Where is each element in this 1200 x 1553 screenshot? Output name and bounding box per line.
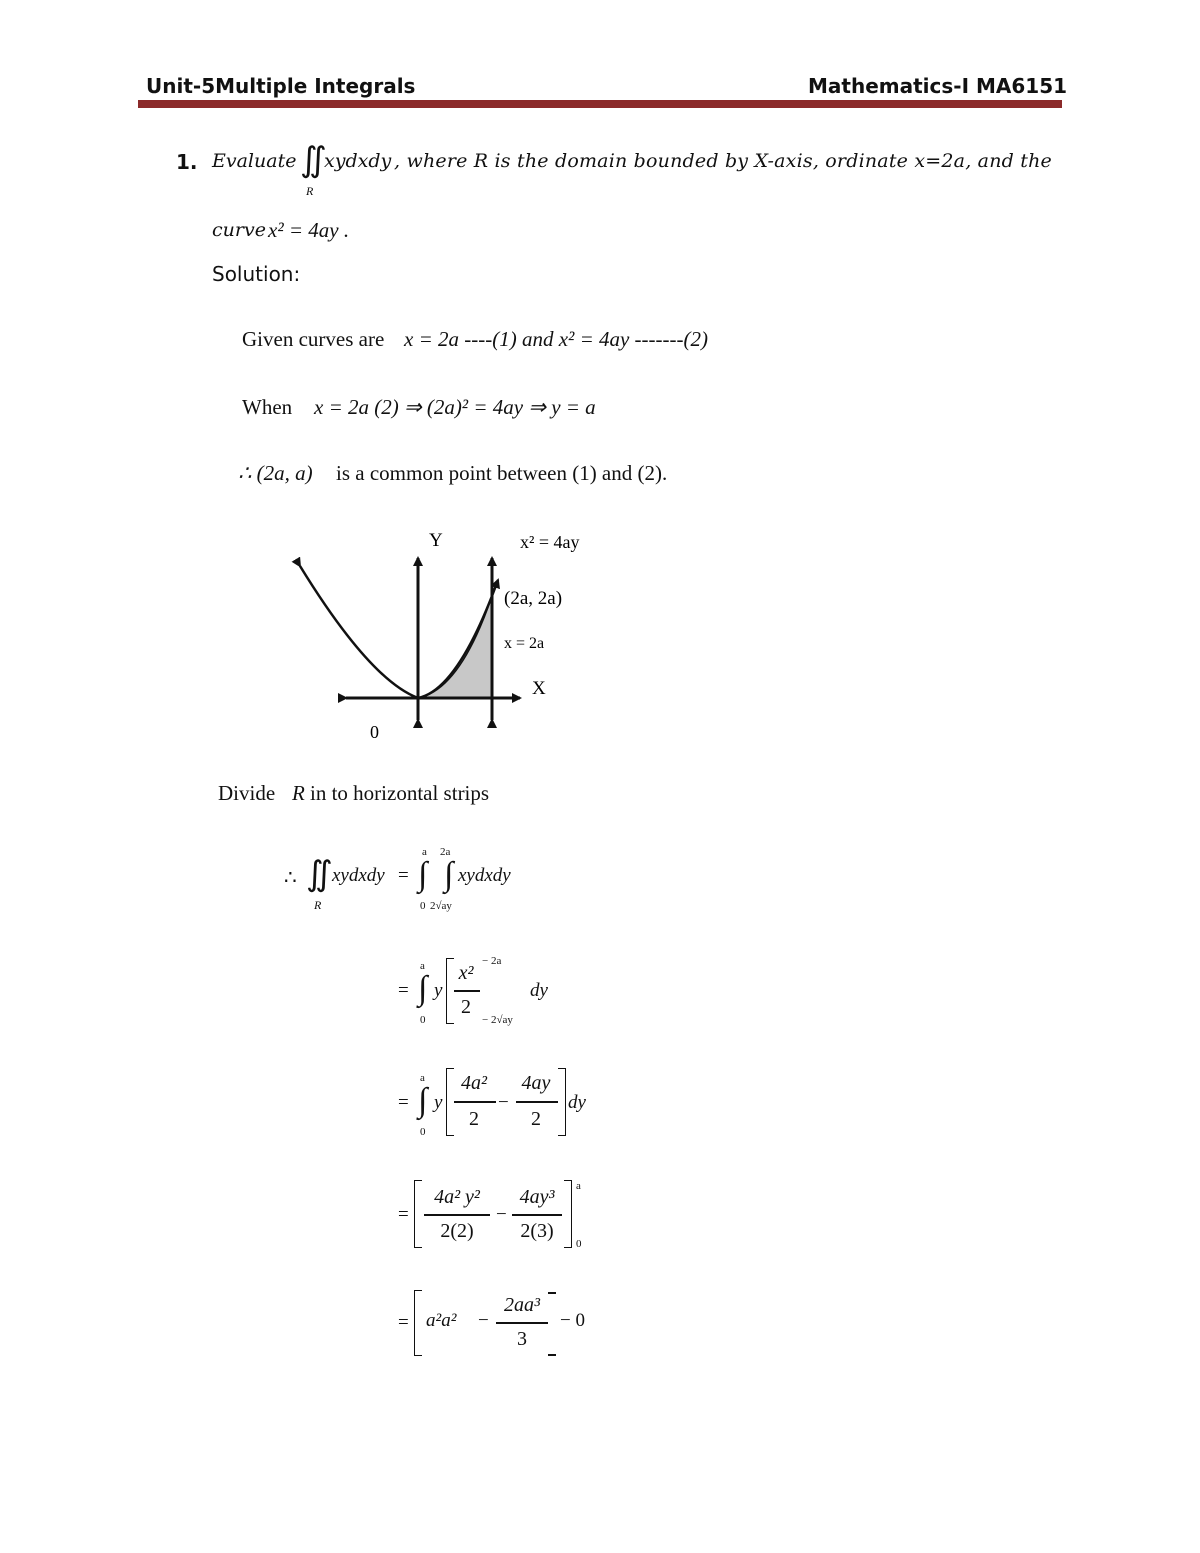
solution-title: Solution: xyxy=(212,262,301,286)
double-integral-sign: ∬ xyxy=(300,142,327,179)
solution-line1-label: Given curves are xyxy=(242,327,385,351)
step5-bracket-bottom-right xyxy=(548,1354,556,1356)
step4-upper: a xyxy=(576,1180,581,1192)
label-origin: 0 xyxy=(370,722,379,742)
step1-outer-integral: ∫ xyxy=(418,856,428,893)
step2-y: y xyxy=(434,980,443,1001)
header-course-code: Mathematics-I MA6151 xyxy=(808,74,1068,98)
problem-curve-eq: x² = 4ay . xyxy=(268,218,350,242)
step5-minus: − xyxy=(478,1310,489,1331)
header-rule xyxy=(138,100,1062,108)
step1-region-sub: R xyxy=(314,898,322,912)
problem-integrand: xydxdy xyxy=(324,150,392,172)
step5-tail: − 0 xyxy=(560,1310,585,1331)
step4-bracket-left xyxy=(414,1180,422,1248)
label-y: Y xyxy=(429,530,443,551)
label-point: (2a, 2a) xyxy=(504,588,563,609)
step3-bar1 xyxy=(454,1101,496,1103)
step1-therefore: ∴ xyxy=(284,867,297,889)
step2-eval-lower: − 2√ay xyxy=(482,1014,513,1026)
step2-num: x² xyxy=(458,962,474,984)
step4-lower: 0 xyxy=(576,1238,582,1250)
step2-integral: ∫ xyxy=(418,970,428,1007)
step3-dy: dy xyxy=(568,1092,586,1113)
header-unit-title: Unit-5Multiple Integrals xyxy=(146,74,416,98)
step2-dy: dy xyxy=(530,980,548,1001)
step4-d1: 2(2) xyxy=(440,1220,474,1242)
problem-statement: , where R is the domain bounded by X-axis, ordinate x=2a, and the xyxy=(394,150,1052,172)
step3-lower: 0 xyxy=(420,1126,426,1138)
step3-integral: ∫ xyxy=(418,1082,428,1119)
step2-den: 2 xyxy=(461,996,471,1018)
step5-d: 3 xyxy=(517,1328,527,1350)
step5-eq: = xyxy=(398,1312,409,1333)
step3-d1: 2 xyxy=(469,1108,479,1130)
step3-d2: 2 xyxy=(531,1108,541,1130)
step1-eq: = xyxy=(398,865,409,886)
step1-outer-lower: 0 xyxy=(420,900,426,912)
shaded-region xyxy=(418,596,492,698)
strips-region: R xyxy=(292,781,305,805)
step3-bar2 xyxy=(516,1101,558,1103)
label-curve: x² = 4ay xyxy=(520,532,580,552)
step5-bar xyxy=(496,1322,548,1324)
step5-bracket-top-right xyxy=(548,1292,556,1294)
region-diagram xyxy=(280,520,620,750)
step2-lower: 0 xyxy=(420,1014,426,1026)
step3-minus: − xyxy=(498,1092,509,1113)
step3-n2: 4ay xyxy=(521,1072,551,1094)
step4-d2: 2(3) xyxy=(520,1220,554,1242)
step2-eval-upper: − 2a xyxy=(482,955,502,967)
step5-n: 2aa³ xyxy=(504,1294,540,1316)
strips-text: in to horizontal strips xyxy=(310,781,490,805)
step1-inner-upper: 2a xyxy=(440,846,451,858)
step3-eq: = xyxy=(398,1092,409,1113)
strips-label: Divide xyxy=(218,781,276,805)
solution-line3-text: is a common point between (1) and (2). xyxy=(336,461,668,485)
step4-minus: − xyxy=(496,1204,507,1225)
step1-outer-upper: a xyxy=(422,846,427,858)
step2-frac-bar xyxy=(454,990,480,992)
problem-curve-label: curve xyxy=(212,219,266,241)
step5-bracket-left xyxy=(414,1290,422,1356)
problem-evaluate: Evaluate xyxy=(212,150,297,172)
step4-bar2 xyxy=(512,1214,562,1216)
step1-inner-lower: 2√ay xyxy=(430,900,452,912)
solution-line3-point: ∴ (2a, a) xyxy=(238,461,313,485)
solution-line1-eqs: x = 2a ----(1) and x² = 4ay -------(2) xyxy=(404,327,708,351)
label-x: X xyxy=(532,678,546,699)
step2-upper: a xyxy=(420,960,425,972)
step5-a: a²a² xyxy=(426,1310,457,1331)
step4-n1: 4a² y² xyxy=(434,1186,480,1208)
step1-lhs: xydxdy xyxy=(332,865,385,886)
step3-bracket-right xyxy=(558,1068,566,1136)
step4-n2: 4ay³ xyxy=(519,1186,555,1208)
step4-bar1 xyxy=(424,1214,490,1216)
step1-inner-integral: ∫ xyxy=(444,856,454,893)
step3-n1: 4a² xyxy=(461,1072,487,1094)
step3-y: y xyxy=(434,1092,443,1113)
step4-bracket-right xyxy=(564,1180,572,1248)
step2-eq: = xyxy=(398,980,409,1001)
label-line: x = 2a xyxy=(504,635,545,652)
solution-line2-eqs: x = 2a (2) ⇒ (2a)² = 4ay ⇒ y = a xyxy=(314,395,596,419)
step1-rhs: xydxdy xyxy=(458,865,511,886)
step3-upper: a xyxy=(420,1072,425,1084)
step1-double-integral: ∬ xyxy=(306,856,333,893)
problem-number: 1. xyxy=(176,150,198,174)
solution-line2-label: When xyxy=(242,395,293,419)
step4-eq: = xyxy=(398,1204,409,1225)
problem-region-sub: R xyxy=(306,184,314,198)
